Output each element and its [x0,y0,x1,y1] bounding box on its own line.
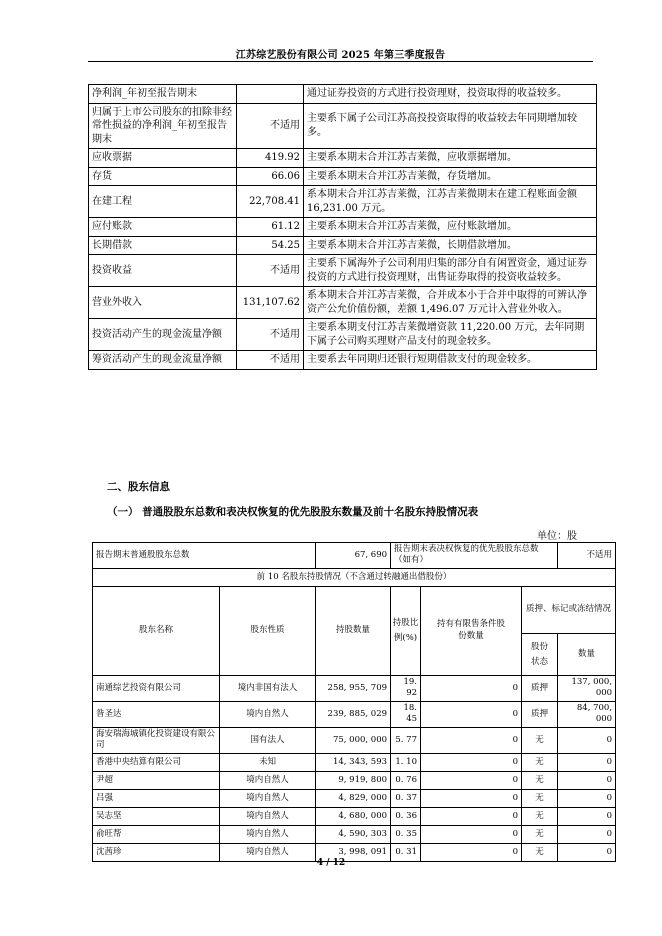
value-cell: 不适用 [237,103,304,149]
header-ratio: 持股比例(%) [391,586,421,675]
restricted-shares: 0 [421,843,522,861]
pledge-quantity: 0 [558,825,616,843]
value-cell: 22,708.41 [237,186,304,218]
restricted-shares: 0 [421,807,522,825]
shareholder-row [93,701,616,727]
shares-held: 4, 829, 000 [316,789,391,807]
shareholder-name: 昝圣达 [93,701,220,727]
value-cell: 54.25 [237,236,304,255]
value-cell: 66.06 [237,167,304,186]
shares-held: 4, 680, 000 [316,807,391,825]
header-shares: 持股数量 [316,586,391,675]
reason-cell: 主要系下属海外子公司利用归集的部分自有闲置资金，通过证券投资的方式进行投资理财，出售证券取得的投资收益较多。 [304,255,597,287]
pledge-status: 无 [522,771,558,789]
shareholder-nature: 境内自然人 [220,771,316,789]
shareholder-row [93,771,616,789]
shareholder-row [93,727,616,753]
shareholder-nature: 国有法人 [220,727,316,753]
holding-ratio: 5. 77 [391,727,421,753]
value-cell: 419.92 [237,149,304,168]
pledge-quantity: 0 [558,727,616,753]
header-name: 股东名称 [93,586,220,675]
change-reason-table [88,84,597,370]
report-header: 江苏综艺股份有限公司 2025 年第三季度报告 [235,50,446,61]
reason-cell: 通过证券投资的方式进行投资理财，投资取得的收益较多。 [304,85,597,104]
pledge-quantity: 137, 000, 000 [558,675,616,701]
pledge-quantity: 84, 700, 000 [558,701,616,727]
top10-caption-row [93,568,616,586]
preferred-shareholders-value: 不适用 [558,543,616,569]
preferred-shareholders-label: 报告期末表决权恢复的优先股股东总数（如有） [391,543,558,569]
reason-cell: 主要系本期末合并江苏吉莱微，应付账款增加。 [304,218,597,237]
holding-ratio: 19. 92 [391,675,421,701]
pledge-status: 无 [522,807,558,825]
item-cell: 应付账款 [89,218,237,237]
shareholder-name: 海安瑞海城镇化投资建设有限公司 [93,727,220,753]
reason-cell: 系本期末合并江苏吉莱微，合并成本小于合并中取得的可辨认净资产公允价值份额，差额 1,496.07 万元计入营业外收入。 [304,287,597,319]
shareholder-nature: 境内自然人 [220,807,316,825]
table-row [89,149,597,168]
item-cell: 应收票据 [89,149,237,168]
pledge-status: 无 [522,753,558,771]
shares-held: 14, 343, 593 [316,753,391,771]
pledge-quantity: 0 [558,807,616,825]
section-title: 二、股东信息 [107,481,170,493]
table-row [89,218,597,237]
restricted-shares: 0 [421,789,522,807]
header-pledge: 质押、标记或冻结情况 [522,586,616,634]
header-quantity: 数量 [558,634,616,675]
holding-ratio: 1. 10 [391,753,421,771]
reason-cell: 系本期末合并江苏吉莱微，江苏吉莱微期末在建工程账面金额 16,231.00 万元。 [304,186,597,218]
shareholder-row [93,807,616,825]
value-cell: 不适用 [237,351,304,370]
value-cell: 61.12 [237,218,304,237]
restricted-shares: 0 [421,771,522,789]
shares-held: 75, 000, 000 [316,727,391,753]
total-shareholders-value: 67, 690 [316,543,391,569]
reason-cell: 主要系本期末合并江苏吉莱微，长期借款增加。 [304,236,597,255]
pledge-status: 无 [522,789,558,807]
table-row [89,103,597,149]
value-cell: 不适用 [237,319,304,351]
item-cell: 筹资活动产生的现金流量净额 [89,351,237,370]
section-subtitle: （一） 普通股股东总数和表决权恢复的优先股股东数量及前十名股东持股情况表 [107,506,479,518]
reason-cell: 主要系本期末合并江苏吉莱微，应收票据增加。 [304,149,597,168]
shareholder-nature: 境内自然人 [220,825,316,843]
item-cell: 营业外收入 [89,287,237,319]
holding-ratio: 0. 37 [391,789,421,807]
reason-cell: 主要系本期末合并江苏吉莱微，存货增加。 [304,167,597,186]
holding-ratio: 18. 45 [391,701,421,727]
shareholder-name: 吴志坚 [93,807,220,825]
header-row-1 [93,586,616,634]
pledge-quantity: 0 [558,843,616,861]
holding-ratio: 0. 31 [391,843,421,861]
table-row [89,85,597,104]
item-cell: 存货 [89,167,237,186]
header-divider [88,61,593,62]
pledge-quantity: 0 [558,771,616,789]
header-status: 股份状态 [522,634,558,675]
header-nature: 股东性质 [220,586,316,675]
page-number: 4 / 12 [316,858,346,868]
table-row [89,186,597,218]
item-cell: 长期借款 [89,236,237,255]
shares-held: 258, 955, 709 [316,675,391,701]
total-shareholders-label: 报告期末普通股股东总数 [93,543,316,569]
shareholder-nature: 未知 [220,753,316,771]
shareholder-table [92,542,616,862]
restricted-shares: 0 [421,727,522,753]
reason-cell: 主要系下属子公司江苏高投投资取得的收益较去年同期增加较多。 [304,103,597,149]
table-row [89,236,597,255]
item-cell: 归属于上市公司股东的扣除非经常性损益的净利润_年初至报告期末 [89,103,237,149]
shareholder-nature: 境内自然人 [220,701,316,727]
top10-caption: 前 10 名股东持股情况（不含通过转融通出借股份） [93,568,616,586]
table-row [89,167,597,186]
shareholder-name: 香港中央结算有限公司 [93,753,220,771]
shareholder-name: 尹超 [93,771,220,789]
pledge-quantity: 0 [558,753,616,771]
restricted-shares: 0 [421,753,522,771]
pledge-quantity: 0 [558,789,616,807]
table-row [89,319,597,351]
restricted-shares: 0 [421,675,522,701]
header-restricted: 持有有限售条件股份数量 [421,586,522,675]
shareholder-row [93,789,616,807]
restricted-shares: 0 [421,825,522,843]
holding-ratio: 0. 36 [391,807,421,825]
shareholder-nature: 境内非国有法人 [220,675,316,701]
shares-held: 9, 919, 800 [316,771,391,789]
shares-held: 3, 998, 091 [316,843,391,861]
item-cell: 净利润_年初至报告期末 [89,85,237,104]
shareholder-row [93,675,616,701]
table-row [89,255,597,287]
item-cell: 投资活动产生的现金流量净额 [89,319,237,351]
shareholder-total-row [93,543,616,569]
item-cell: 投资收益 [89,255,237,287]
holding-ratio: 0. 35 [391,825,421,843]
shareholder-row [93,753,616,771]
shareholder-nature: 境内自然人 [220,789,316,807]
shareholder-name: 沈茜珍 [93,843,220,861]
item-cell: 在建工程 [89,186,237,218]
reason-cell: 主要系去年同期归还银行短期借款支付的现金较多。 [304,351,597,370]
pledge-status: 质押 [522,701,558,727]
shareholder-name: 南通综艺投资有限公司 [93,675,220,701]
pledge-status: 质押 [522,675,558,701]
value-cell [237,85,304,104]
shareholder-nature: 境内自然人 [220,843,316,861]
shares-held: 239, 885, 029 [316,701,391,727]
value-cell: 不适用 [237,255,304,287]
shareholder-name: 吕强 [93,789,220,807]
value-cell: 131,107.62 [237,287,304,319]
pledge-status: 无 [522,825,558,843]
holding-ratio: 0. 76 [391,771,421,789]
restricted-shares: 0 [421,701,522,727]
shareholder-row [93,825,616,843]
shares-held: 4, 590, 303 [316,825,391,843]
pledge-status: 无 [522,843,558,861]
table-row [89,287,597,319]
unit-label: 单位：股 [537,531,577,542]
pledge-status: 无 [522,727,558,753]
table-row [89,351,597,370]
shareholder-name: 俞旺帮 [93,825,220,843]
reason-cell: 主要系本期支付江苏吉莱微增资款 11,220.00 万元，去年同期下属子公司购买理财产品支付的现金较多。 [304,319,597,351]
